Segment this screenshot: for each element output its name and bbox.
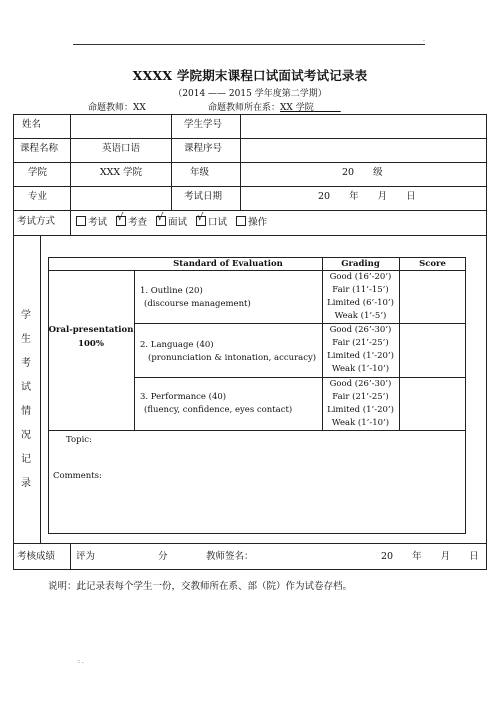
checkbox-icon[interactable] xyxy=(76,216,86,226)
exam-mode-option-label: 面试 xyxy=(168,217,188,228)
item-outline-desc: (discourse management) xyxy=(144,299,251,309)
name-label: 姓名 xyxy=(22,119,42,130)
grade-good: Good (26’-30’) xyxy=(329,325,392,335)
grade-limited: Limited (1’-20’) xyxy=(327,405,394,415)
item-language-desc: (pronunciation & intonation, accuracy) xyxy=(148,353,317,363)
header-score: Score xyxy=(419,259,446,269)
grade-limited: Limited (1’-20’) xyxy=(327,351,394,361)
header-dot: . xyxy=(423,36,425,43)
student-id-label: 学生学号 xyxy=(184,119,223,130)
grade-fair: Fair (11’-15’) xyxy=(332,285,389,295)
item-language-title: 2. Language (40) xyxy=(140,340,214,350)
exam-mode-options xyxy=(76,212,276,229)
side-label-char: 记 xyxy=(21,454,31,465)
grade-fair: Fair (21’-25’) xyxy=(332,392,389,402)
checkbox-checked-icon[interactable]: √ xyxy=(196,216,206,226)
grade-good: Good (16’-20’) xyxy=(329,272,392,282)
date-label: 考试日期 xyxy=(184,191,223,202)
side-label-char: 生 xyxy=(21,334,31,345)
category-weight: 100% xyxy=(78,339,104,349)
course-value: 英语口语 xyxy=(101,143,140,154)
item-outline-title: 1. Outline (20) xyxy=(140,286,203,296)
score-suffix: 分 xyxy=(158,551,168,562)
grade-label: 年级 xyxy=(190,167,210,178)
side-label-char: 试 xyxy=(21,382,31,393)
score-performance-field[interactable] xyxy=(400,378,465,430)
exam-mode-label: 考试方式 xyxy=(17,216,56,227)
grade-weak: Weak (1’-5’) xyxy=(334,311,387,321)
checkbox-icon[interactable] xyxy=(236,216,246,226)
college-label: 学院 xyxy=(28,167,48,178)
page-title: XXXX 学院期末课程口试面试考试记录表 xyxy=(132,68,368,83)
item-performance-title: 3. Performance (40) xyxy=(140,392,227,402)
comments-label: Comments: xyxy=(53,471,102,481)
exam-mode-option-label: 口试 xyxy=(208,217,228,228)
page-subtitle: （2014 —— 2015 学年度第二学期） xyxy=(173,89,327,99)
record-side-label xyxy=(19,304,33,496)
dept-value: XX 学院 xyxy=(280,103,314,113)
course-label: 课程名称 xyxy=(20,143,59,154)
grade-weak: Weak (1’-10’) xyxy=(331,364,390,374)
grade-limited: Limited (6’-10’) xyxy=(327,298,394,308)
signature-label: 教师签名： xyxy=(206,551,254,562)
exam-mode-option[interactable] xyxy=(76,217,107,228)
teacher-label: 命题教师：XX xyxy=(88,103,146,113)
student-id-field[interactable] xyxy=(243,114,485,138)
side-label-char: 况 xyxy=(21,430,31,441)
exam-mode-option-label: 考查 xyxy=(128,217,148,228)
date-value: 20 年 月 日 xyxy=(318,191,416,202)
major-label: 专业 xyxy=(28,191,48,202)
name-field[interactable] xyxy=(73,114,169,138)
exam-mode-option[interactable] xyxy=(196,212,228,228)
side-label-char: 情 xyxy=(21,406,31,417)
side-label-char: 考 xyxy=(21,358,31,369)
category-name: Oral-presentation xyxy=(48,325,134,335)
top-rule xyxy=(73,44,425,45)
exam-mode-option[interactable] xyxy=(156,212,188,228)
final-score-label: 考核成绩 xyxy=(17,551,56,562)
grade-good: Good (26’-30’) xyxy=(329,379,392,389)
checkbox-checked-icon[interactable]: √ xyxy=(116,216,126,226)
item-performance-desc: (fluency, confidence, eyes contact) xyxy=(144,405,293,415)
topic-label: Topic: xyxy=(66,435,92,445)
checkbox-checked-icon[interactable]: √ xyxy=(156,216,166,226)
exam-mode-option[interactable] xyxy=(236,217,267,228)
grade-weak: Weak (1’-10’) xyxy=(331,418,390,428)
college-value: XXX 学院 xyxy=(99,167,143,178)
side-label-char: 录 xyxy=(21,478,31,489)
score-outline-field[interactable] xyxy=(400,271,465,323)
score-language-field[interactable] xyxy=(400,324,465,376)
exam-mode-option[interactable] xyxy=(116,212,148,228)
comments-area[interactable] xyxy=(49,431,465,533)
header-grading: Grading xyxy=(341,259,380,269)
footer-dot: : . xyxy=(78,658,84,665)
side-label-char: 学 xyxy=(21,310,31,321)
course-no-label: 课程序号 xyxy=(184,143,223,154)
grade-value: 20 级 xyxy=(342,167,383,178)
header-standard: Standard of Evaluation xyxy=(173,259,283,269)
grade-fair: Fair (21’-25’) xyxy=(332,338,389,348)
footnote: 说明：此记录表每个学生一份，交教师所在系、部（院）作为试卷存档。 xyxy=(48,581,353,592)
exam-mode-option-label: 操作 xyxy=(248,217,268,228)
bottom-date: 20 年 月 日 xyxy=(381,551,479,562)
exam-mode-option-label: 考试 xyxy=(88,217,108,228)
score-prefix: 评为 xyxy=(76,551,96,562)
dept-label: 命题教师所在系：XX 学院 xyxy=(208,103,314,113)
